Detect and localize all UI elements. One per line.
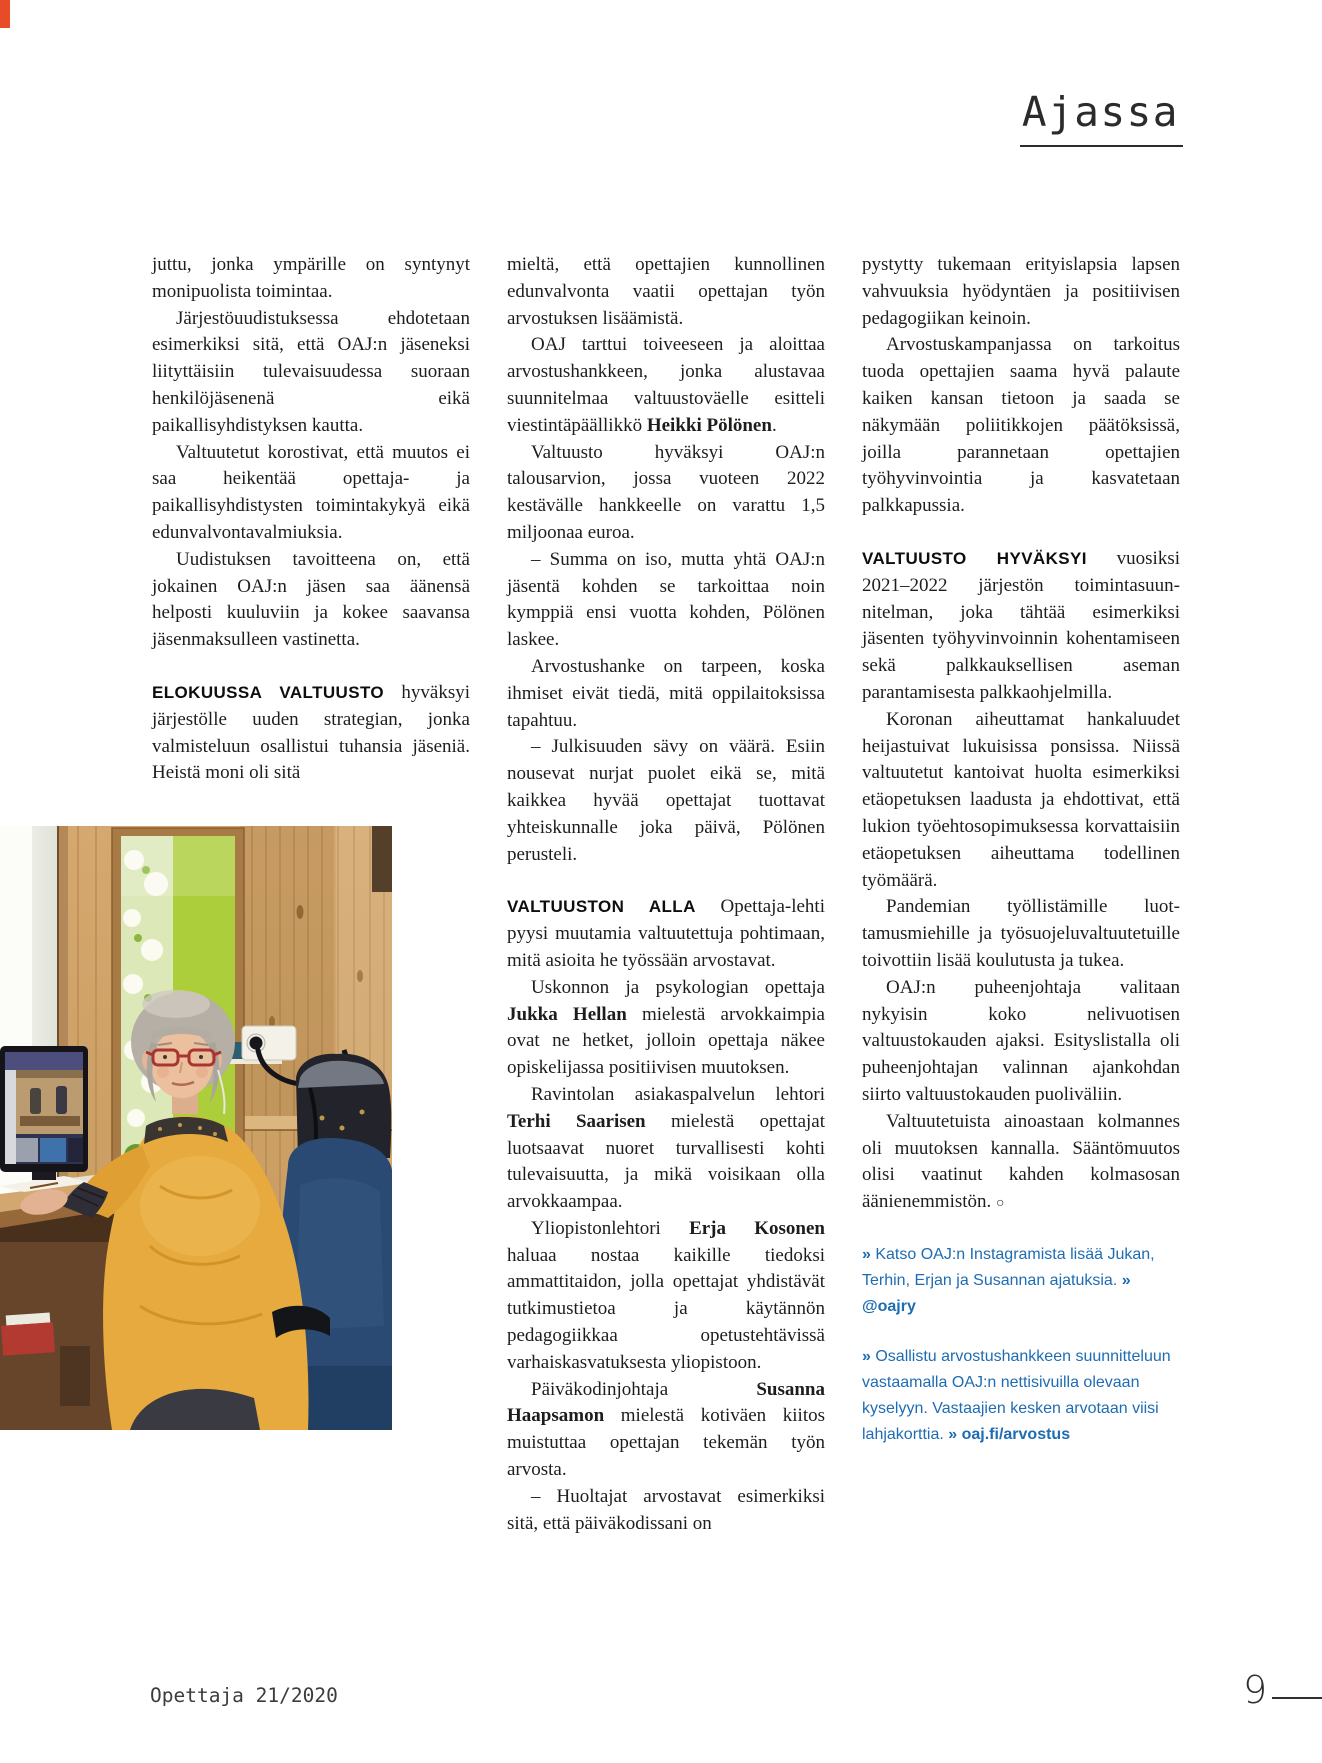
- article-column-3: [862, 252, 1180, 1448]
- text-segment: Susanna Haapsamon: [507, 1378, 825, 1427]
- text-segment: Opettaja-lehti pyysi muutamia valtuutettuja pohtimaan, mitä asioita he työssään arvostavat.: [507, 896, 825, 971]
- text-segment: pystytty tukemaan erityislapsia lapsen vahvuuksia hyödyntäen ja positiivisen pedagogiikan keinoin.: [862, 254, 1180, 329]
- section-lead: ELOKUUSSA VALTUUSTO: [152, 682, 385, 702]
- text-segment: Terhi Saarisen: [507, 1110, 646, 1132]
- paragraph: [507, 654, 825, 734]
- text-segment: Katso OAJ:n Instagramista lisää Jukan, Terhin, Erjan ja Susannan ajatuksia.: [862, 1245, 1155, 1289]
- text-segment: Valtuutetut korostivat, että muutos ei saa heikentää opettaja- ja paikallisyhdistysten toimintakykyä eikä edunvalvontavalmiuksia.: [152, 441, 470, 543]
- paragraph: [507, 894, 825, 974]
- link-paragraph[interactable]: [862, 1344, 1180, 1448]
- text-segment: mielestä arvokkaimpia ovat ne hetket, jolloin opettaja näkee opiskelijassa positiivisen muutoksen.: [507, 1003, 825, 1079]
- paragraph: [507, 1484, 825, 1538]
- text-segment: Järjestöuudistuksessa ehdotetaan esimerkiksi sitä, että OAJ:n jäseneksi liityttäisiin tulevaisuudessa suoraan henkilöjäsenenä eikä paikallisyhdistyksen kautta.: [152, 307, 470, 436]
- text-segment: haluaa nostaa kaikille tiedoksi ammattitaidon, jolla opettajat yhdistävät tutkimustietoa ja käytännön pedagogiikkaa opetustehtävissä varhaiskasvatuksesta yliopistoon.: [507, 1244, 825, 1373]
- paragraph: [152, 252, 470, 306]
- paragraph: [507, 1082, 825, 1216]
- footer-rule: [1272, 1697, 1322, 1699]
- paragraph: [507, 440, 825, 547]
- text-segment: Jukka Hellan: [507, 1003, 627, 1025]
- section-header: [1020, 88, 1183, 147]
- text-segment: Päiväkodinjohtaja: [531, 1378, 757, 1400]
- text-segment: Valtuutetuista ainoastaan kolmannes oli muutoksen kannalla. Sääntömuutos olisi vaatinut kahden kolmasosan äänienemmistön.: [862, 1110, 1180, 1213]
- paragraph: [862, 252, 1180, 332]
- link-paragraph[interactable]: [862, 1242, 1180, 1320]
- text-segment: – Huoltajat arvostavat esimerkiksi sitä, että päiväkodissani on: [507, 1485, 825, 1534]
- text-segment: Arvostuskampanjassa on tarkoitus tuoda opettajien saama hyvä palaute kaiken kansan tietoon ja saada se näkymään poliitikkojen päätöksissä, joilla parannetaan opettajien työhyvinvointia ja kasvatetaan palkkapussia.: [862, 334, 1180, 517]
- paragraph: [507, 252, 825, 332]
- paragraph: [507, 975, 825, 1082]
- text-segment: Erja Kosonen: [689, 1217, 825, 1239]
- paragraph: [507, 547, 825, 654]
- article-photo: [0, 826, 392, 1430]
- article-column-2: [507, 252, 825, 1537]
- text-segment: Pandemian työllistämille luottamusmiehille ja työsuojeluvaltuutetuille toivottiin lisää koulutusta ja tukea.: [862, 896, 1180, 971]
- paragraph: [507, 1216, 825, 1377]
- corner-accent-mark: [0, 0, 10, 28]
- text-segment: Osallistu arvostushankkeen suunnitteluun vastaamalla OAJ:n nettisivuilla olevaan kyselyyn. Vastaajien kesken arvotaan viisi lahjakorttia.: [862, 1347, 1171, 1443]
- text-segment: »: [948, 1425, 962, 1443]
- end-mark-icon: ○: [996, 1196, 1005, 1212]
- text-segment: OAJ:n puheenjohtaja valitaan nykyisin koko nelivuotisen valtuustokauden ajaksi. Esityslistalla oli puheenjohtajan valinnan ajankohdan siirto valtuustokauden puoliväliin.: [862, 976, 1180, 1105]
- paragraph: [862, 1109, 1180, 1218]
- text-segment: mielestä opettajat luotsaavat nuoret turvallisesti kohti tulevaisuutta, ja mikä voisikaan olla arvokkaampaa.: [507, 1110, 825, 1213]
- text-segment: Ravintolan asiakaspalvelun lehtori: [531, 1083, 825, 1105]
- text-segment: vuosiksi 2021–2022 järjestön toimintasuunnitelman, joka tähtää esimerkiksi jäsenten työhyvinvoinnin kohentamiseen sekä palkkauksellisen aseman parantamisesta palkkaohjelmilla.: [862, 547, 1180, 703]
- text-segment: Arvostushanke on tarpeen, koska ihmiset eivät tiedä, mitä oppilaitoksissa tapahtuu.: [507, 655, 825, 731]
- section-lead: VALTUUSTON ALLA: [507, 897, 696, 917]
- article-photo-illustration: [0, 826, 392, 1430]
- footer-magazine-issue: Opettaja 21/2020: [150, 1684, 338, 1707]
- paragraph: [152, 306, 470, 440]
- text-segment: – Summa on iso, mutta yhtä OAJ:n jäsentä kohden se tarkoittaa noin kymppiä ensi vuotta kohden, Pölönen laskee.: [507, 548, 825, 651]
- section-label: Ajassa: [1021, 88, 1179, 136]
- text-segment: Uskonnon ja psykologian opettaja: [531, 976, 825, 998]
- section-lead: VALTUUSTO HYVÄKSYI: [862, 548, 1087, 568]
- text-segment: hyväksyi järjestölle uuden strategian, jonka valmisteluun osallistui tuhansia jäseniä. Heistä moni oli sitä: [152, 681, 470, 784]
- paragraph: [862, 975, 1180, 1109]
- text-segment: Koronan aiheuttamat hankaluudet heijastuivat lukuisissa ponsissa. Niissä valtuutetut kantoivat huolta esimerkiksi etäopetuksen laadusta ja ehdottivat, että lukion työehtosopimuksessa korvattaisiin etäopetuksen aiheuttama todellinen työmäärä.: [862, 708, 1180, 891]
- paragraph: [507, 734, 825, 868]
- paragraph: [507, 1377, 825, 1484]
- text-segment: juttu, jonka ympärille on syntynyt monipuolista toimintaa.: [152, 254, 470, 302]
- paragraph: [152, 547, 470, 654]
- paragraph: [507, 332, 825, 439]
- article-column-1: [152, 252, 470, 787]
- text-segment: Yliopistonlehtori: [531, 1217, 690, 1239]
- text-segment: – Julkisuuden sävy on väärä. Esiin nousevat nurjat puolet eikä se, mitä kaikkea hyvää opettajat tuottavat yhteiskunnalle joka päivä, Pölönen perusteli.: [507, 736, 825, 865]
- text-segment: »: [862, 1347, 876, 1365]
- text-segment: »: [862, 1245, 876, 1263]
- paragraph: [862, 707, 1180, 895]
- paragraph: [152, 680, 470, 787]
- text-segment: @oajry: [862, 1297, 916, 1315]
- paragraph: [862, 894, 1180, 974]
- text-segment: mielestä kotiväen kiitos muistuttaa opettajan tekemän työn arvosta.: [507, 1405, 825, 1481]
- paragraph: [152, 440, 470, 547]
- text-segment: OAJ tarttui toiveeseen ja aloittaa arvostushankkeen, jonka alustavaa suunnitelmaa valtuustoväelle esitteli viestintäpäällikkö: [507, 334, 825, 436]
- text-segment: »: [1121, 1271, 1131, 1289]
- text-segment: Uudistuksen tavoitteena on, että jokainen OAJ:n jäsen saa äänensä helposti kuuluviin ja kokee saavansa jäsenmaksulleen vastinetta.: [152, 548, 470, 651]
- text-segment: .: [771, 414, 777, 436]
- text-segment: Valtuusto hyväksyi OAJ:n talousarvion, jossa vuoteen 2022 kestävälle hankkeelle on varattu 1,5 miljoonaa euroa.: [507, 441, 825, 543]
- paragraph: [862, 332, 1180, 520]
- text-segment: mieltä, että opettajien kunnollinen edunvalvonta vaatii opettajan työn arvostuksen lisäämistä.: [507, 254, 825, 329]
- paragraph: [862, 546, 1180, 707]
- text-segment: oaj.fi/arvostus: [961, 1425, 1071, 1443]
- text-segment: Heikki Pölönen: [646, 414, 772, 436]
- footer-page-number: 9: [1243, 1668, 1268, 1712]
